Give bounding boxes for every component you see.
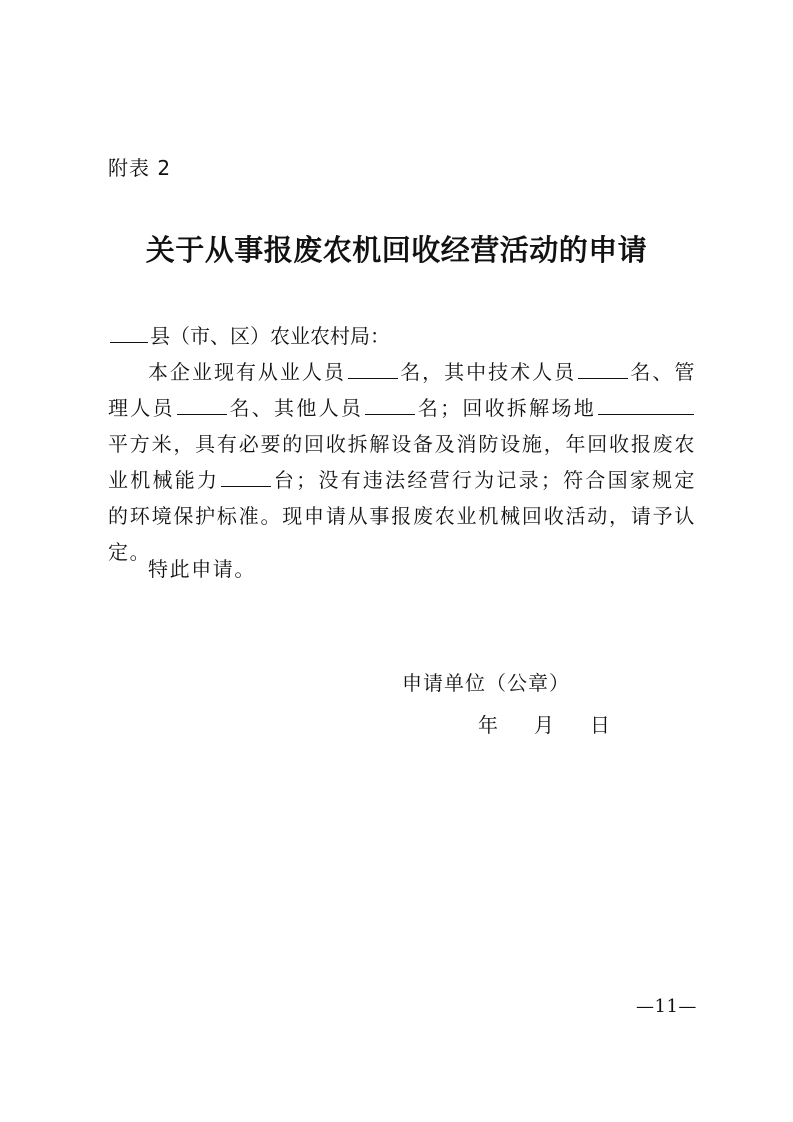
management-staff-blank[interactable] xyxy=(177,394,227,415)
date-day: 日 xyxy=(590,713,610,737)
para-text-1: 本企业现有从业人员 xyxy=(148,360,346,384)
technical-staff-blank[interactable] xyxy=(578,358,628,379)
application-paragraph xyxy=(108,354,696,570)
document-title: 关于从事报废农机回收经营活动的申请 xyxy=(145,233,648,267)
capacity-blank[interactable] xyxy=(221,466,271,487)
county-blank[interactable] xyxy=(110,322,148,343)
total-staff-blank[interactable] xyxy=(348,358,398,379)
para-text-4: 名、其他人员 xyxy=(228,396,364,420)
addressee-text: 县（市、区）农业农村局： xyxy=(150,324,390,348)
para-text-3: 名、管理人员 xyxy=(108,360,696,420)
site-area-blank[interactable] xyxy=(598,394,694,415)
para-text-7: 台；没有违法经营行为记录；符合国家规定的环境保护标准。现申请从事报废农业机械回收活动，请予认定。 xyxy=(108,468,696,564)
para-text-2: 名，其中技术人员 xyxy=(399,360,577,384)
date-year: 年 xyxy=(478,713,498,737)
page-number: —11— xyxy=(636,996,697,1017)
addressee-line xyxy=(108,318,696,354)
other-staff-blank[interactable] xyxy=(365,394,415,415)
closing-line: 特此申请。 xyxy=(148,557,256,581)
attachment-label: 附表 2 xyxy=(108,156,172,180)
applicant-signature: 申请单位（公章） xyxy=(402,671,570,695)
para-text-5: 名；回收拆解场地 xyxy=(417,396,596,420)
date-month: 月 xyxy=(534,713,554,737)
date-line xyxy=(478,709,610,738)
para-text-6: 平方米，具有必要的回收拆解设备及消防设施，年回收报废农业机械能力 xyxy=(108,432,696,492)
